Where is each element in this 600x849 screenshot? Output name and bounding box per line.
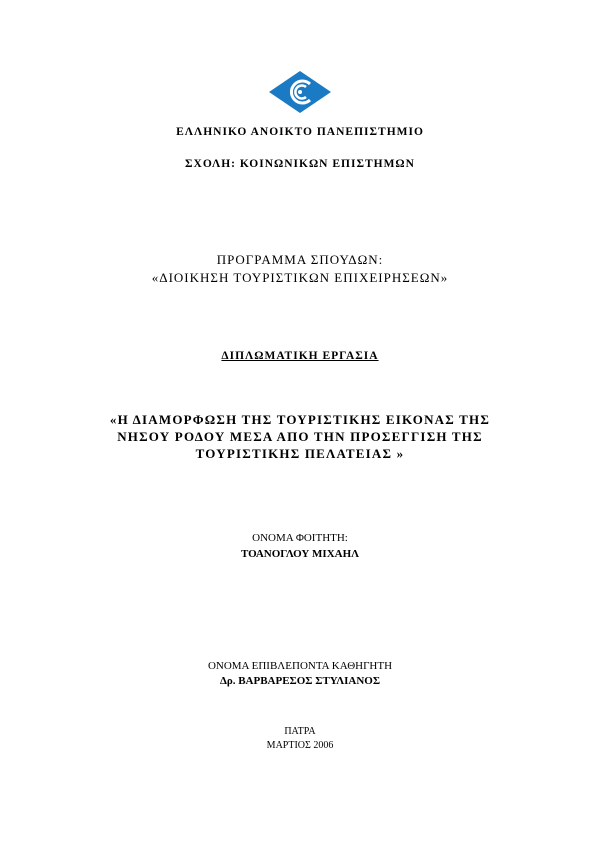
thesis-type: ΔΙΠΛΩΜΑΤΙΚΗ ΕΡΓΑΣΙΑ — [221, 350, 379, 362]
university-name: ΕΛΛΗΝΙΚΟ ΑΝΟΙΚΤΟ ΠΑΝΕΠΙΣΤΗΜΙΟ — [176, 126, 424, 138]
supervisor-label: ΟΝΟΜΑ ΕΠΙΒΛΕΠΟΝΤΑ ΚΑΘΗΓΗΤΗ — [207, 660, 393, 672]
city: ΠΑΤΡΑ — [284, 726, 316, 737]
school-name: ΣΧΟΛΗ: ΚΟΙΝΩΝΙΚΩΝ ΕΠΙΣΤΗΜΩΝ — [185, 158, 415, 170]
thesis-title-line-3: ΤΟΥΡΙΣΤΙΚΗΣ ΠΕΛΑΤΕΙΑΣ » — [195, 446, 405, 461]
thesis-title-line-1: «Η ΔΙΑΜΟΡΦΩΣΗ ΤΗΣ ΤΟΥΡΙΣΤΙΚΗΣ ΕΙΚΟΝΑΣ ΤΗΣ — [109, 412, 491, 427]
student-name: ΤΟΑΝΟΓΛΟΥ ΜΙΧΑΗΛ — [240, 548, 360, 560]
student-label: ΟΝΟΜΑ ΦΟΙΤΗΤΗ: — [252, 532, 348, 544]
date: ΜΑΡΤΙΟΣ 2006 — [266, 740, 334, 751]
university-logo-icon — [268, 70, 332, 114]
supervisor-name: Δρ. ΒΑΡΒΑΡΕΣΟΣ ΣΤΥΛΙΑΝΟΣ — [219, 675, 381, 687]
thesis-title-line-2: ΝΗΣΟΥ ΡΟΔΟΥ ΜΕΣΑ ΑΠΟ ΤΗΝ ΠΡΟΣΕΓΓΙΣΗ ΤΗΣ — [117, 429, 483, 444]
program-name: «ΔΙΟΙΚΗΣΗ ΤΟΥΡΙΣΤΙΚΩΝ ΕΠΙΧΕΙΡΗΣΕΩΝ» — [151, 270, 449, 285]
program-label: ΠΡΟΓΡΑΜΜΑ ΣΠΟΥΔΩΝ: — [216, 252, 384, 267]
